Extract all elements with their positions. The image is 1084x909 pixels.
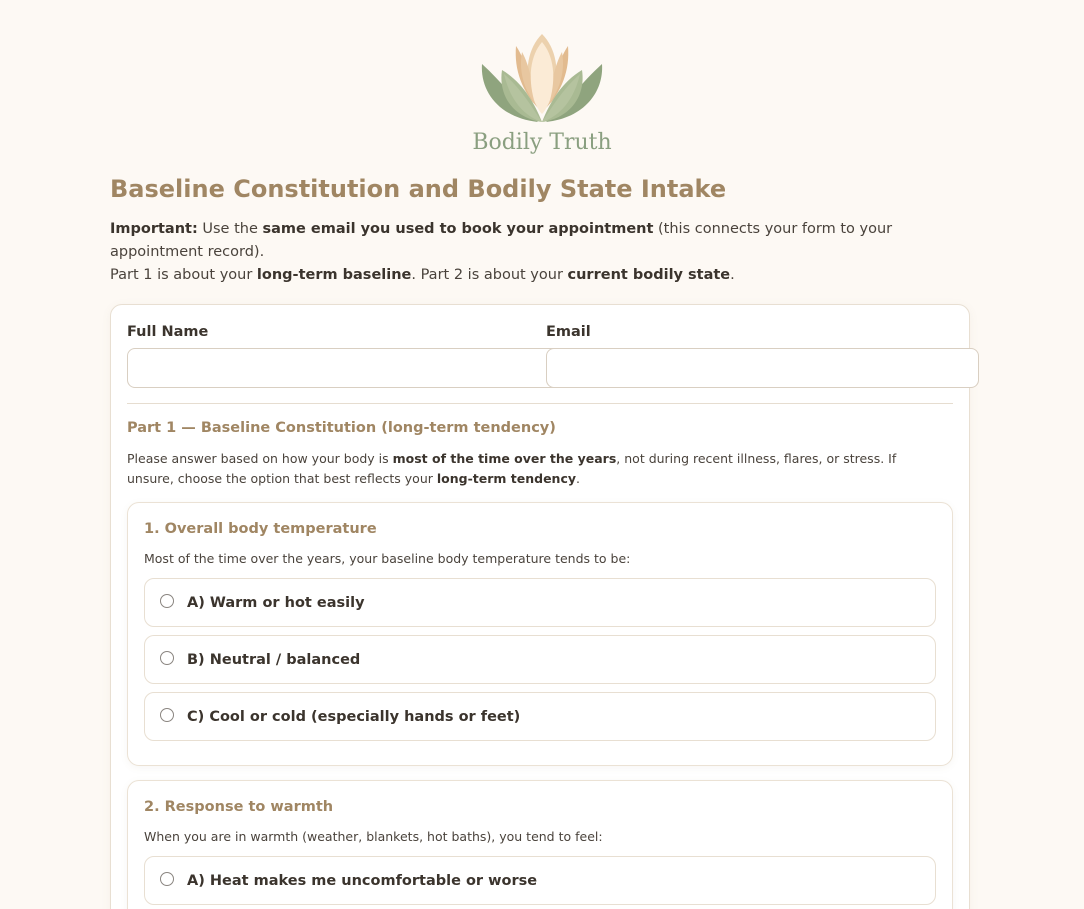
question-description: Most of the time over the years, your baseline body temperature tends to be:: [144, 551, 631, 566]
intro-text: [110, 218, 970, 287]
option-label: B) Neutral / balanced: [187, 651, 361, 668]
desc-bold-span: long-term tendency: [436, 471, 577, 486]
radio-button[interactable]: [160, 651, 174, 665]
intro-text-span: Part 1 is about your: [110, 267, 257, 283]
radio-button[interactable]: [160, 708, 174, 722]
intro-bold-span: current bodily state: [567, 267, 731, 283]
intro-bold-span: long-term baseline: [256, 267, 412, 283]
radio-button[interactable]: [160, 872, 174, 886]
part1-description: [127, 449, 947, 489]
option-neutral-balanced[interactable]: [144, 635, 936, 684]
desc-bold-span: most of the time over the years: [392, 451, 617, 466]
desc-text-span: , not during recent illness, flares, or stress. If unsure, choose the option that best reflects your: [127, 451, 897, 486]
full-name-input[interactable]: [127, 348, 567, 388]
desc-text-span: .: [576, 471, 580, 486]
option-label: A) Warm or hot easily: [187, 594, 365, 611]
option-heat-uncomfortable[interactable]: [144, 856, 936, 905]
brand-name: Bodily Truth: [472, 130, 612, 155]
lotus-icon: [480, 30, 604, 130]
full-name-label: Full Name: [127, 324, 209, 340]
question-card-1: [127, 502, 953, 766]
intro-text-span: .: [730, 267, 735, 283]
brand-header: [0, 30, 1084, 155]
question-description: When you are in warmth (weather, blankets, hot baths), you tend to feel:: [144, 829, 603, 844]
intro-line-2: [110, 264, 970, 287]
desc-text-span: Please answer based on how your body is: [127, 451, 393, 466]
question-title: 2. Response to warmth: [144, 799, 334, 815]
option-warm-or-hot[interactable]: [144, 578, 936, 627]
question-title: 1. Overall body temperature: [144, 521, 377, 537]
intro-line-1: [110, 218, 970, 264]
email-input[interactable]: [546, 348, 979, 388]
option-label: A) Heat makes me uncomfortable or worse: [187, 872, 538, 889]
intro-text-span: . Part 2 is about your: [411, 267, 568, 283]
radio-button[interactable]: [160, 594, 174, 608]
intro-text-span: (this connects your form to your appointment record).: [110, 221, 893, 260]
important-label: Important:: [110, 221, 198, 237]
part1-title: Part 1 — Baseline Constitution (long-term tendency): [127, 420, 556, 436]
intro-bold-span: same email you used to book your appointment: [262, 221, 654, 237]
email-label: Email: [546, 324, 591, 340]
divider: [127, 403, 953, 404]
option-cool-or-cold[interactable]: [144, 692, 936, 741]
option-label: C) Cool or cold (especially hands or feet): [187, 708, 521, 725]
page-title: Baseline Constitution and Bodily State Intake: [110, 175, 727, 203]
question-card-2: [127, 780, 953, 909]
intro-text-span: Use the: [197, 221, 263, 237]
intake-form-card: [110, 304, 970, 909]
